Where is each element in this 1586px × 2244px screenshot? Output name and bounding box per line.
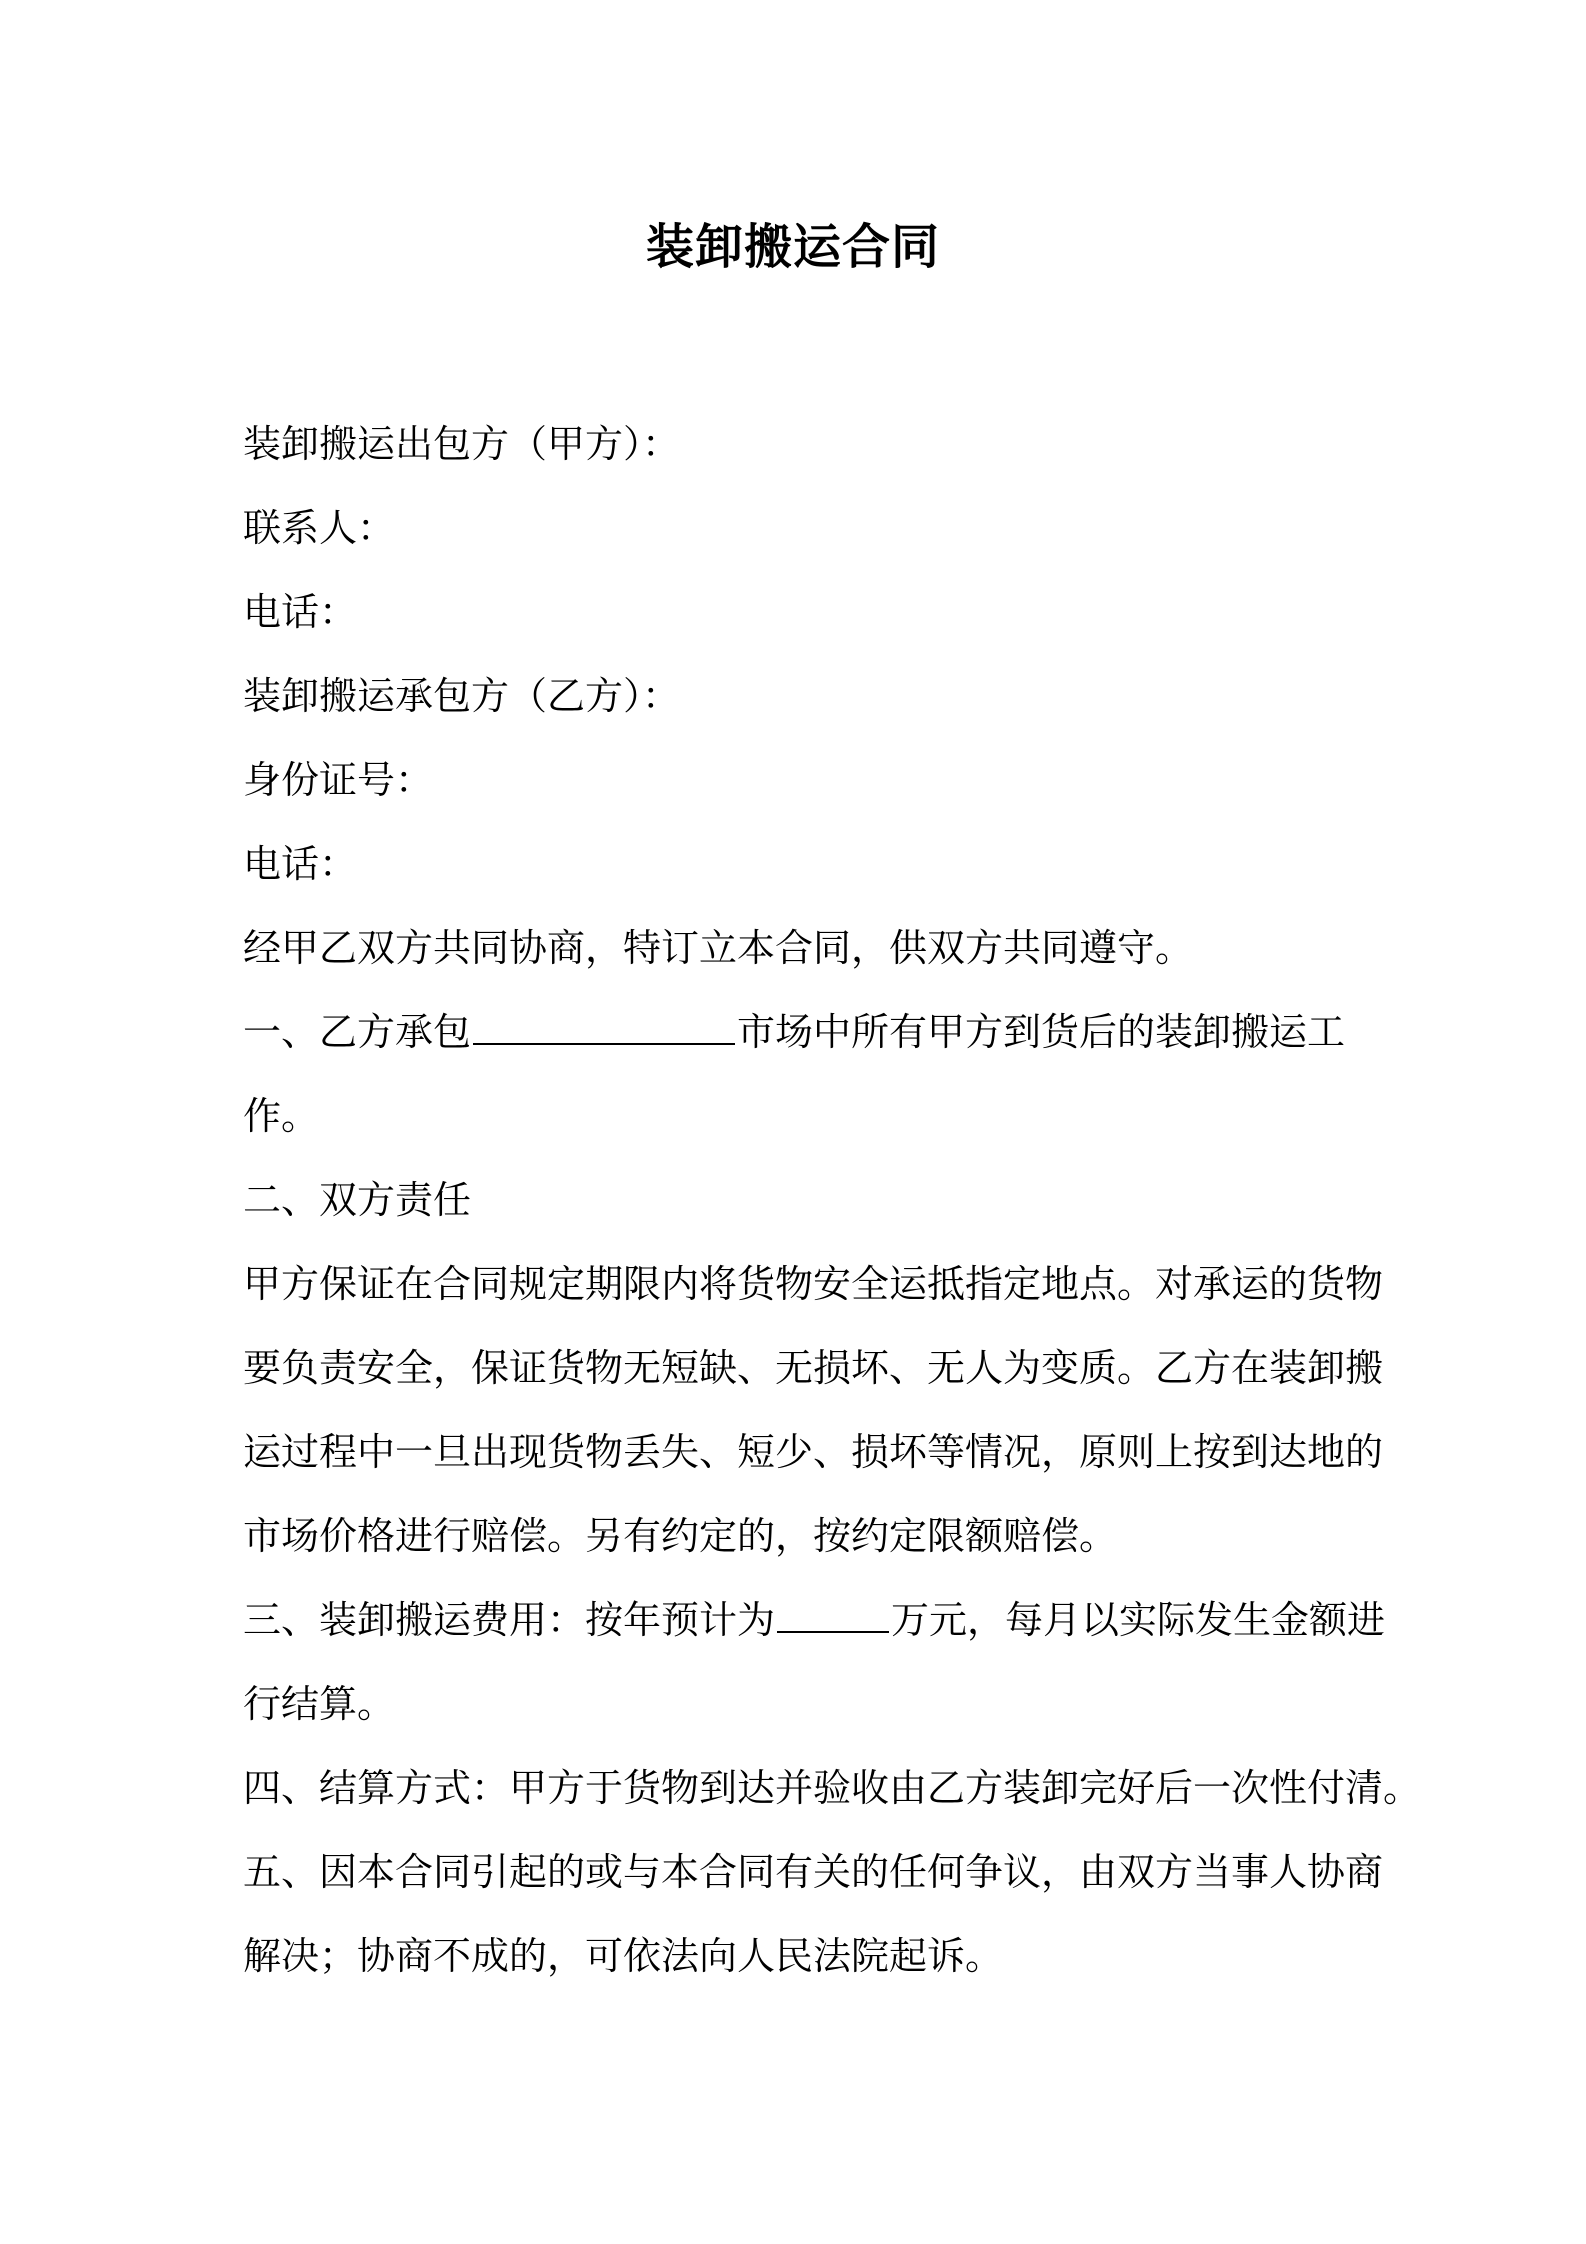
clause-1-text-before-blank: 一、乙方承包: [243, 1010, 472, 1054]
clause-2-line-1: 甲方保证在合同规定期限内将货物安全运抵指定地点。对承运的货物: [243, 1262, 1384, 1306]
party-a-contact-label: 联系人：: [243, 506, 396, 550]
clause-4-text: 四、结算方式：甲方于货物到达并验收由乙方装卸完好后一次性付清。: [243, 1766, 1422, 1810]
clause-2-line-2: 要负责安全，保证货物无短缺、无损坏、无人为变质。乙方在装卸搬: [243, 1346, 1384, 1390]
party-b-phone-label: 电话：: [243, 842, 358, 886]
clause-3-line-2: 行结算。: [243, 1682, 396, 1726]
document-title: 装卸搬运合同: [645, 219, 940, 275]
clause-5-line-2: 解决；协商不成的，可依法向人民法院起诉。: [243, 1934, 1004, 1978]
document-body: [243, 402, 1422, 1998]
clause-2-line-3: 运过程中一旦出现货物丢失、短少、损坏等情况，原则上按到达地的: [243, 1430, 1384, 1474]
clause-3-line-1: [243, 1578, 1386, 1662]
annual-fee-blank: [777, 1587, 889, 1633]
clause-2-heading: 二、双方责任: [243, 1178, 472, 1222]
clause-3-text-before-blank: 三、装卸搬运费用：按年预计为: [243, 1598, 776, 1642]
party-a-label: 装卸搬运出包方（甲方）：: [243, 422, 681, 466]
party-b-label: 装卸搬运承包方（乙方）：: [243, 674, 681, 718]
clause-1-line-2: 作。: [243, 1094, 320, 1138]
preamble-text: 经甲乙双方共同协商，特订立本合同，供双方共同遵守。: [243, 926, 1194, 970]
clause-3-text-after-blank: 万元，每月以实际发生金额进: [891, 1598, 1386, 1642]
market-name-blank: [473, 999, 735, 1045]
clause-5-line-1: 五、因本合同引起的或与本合同有关的任何争议，由双方当事人协商: [243, 1850, 1384, 1894]
party-a-phone-label: 电话：: [243, 590, 358, 634]
clause-1-text-after-blank: 市场中所有甲方到货后的装卸搬运工: [737, 1010, 1346, 1054]
clause-2-line-4: 市场价格进行赔偿。另有约定的，按约定限额赔偿。: [243, 1514, 1118, 1558]
clause-1-line-1: [243, 990, 1363, 1074]
party-b-id-label: 身份证号：: [243, 758, 434, 802]
